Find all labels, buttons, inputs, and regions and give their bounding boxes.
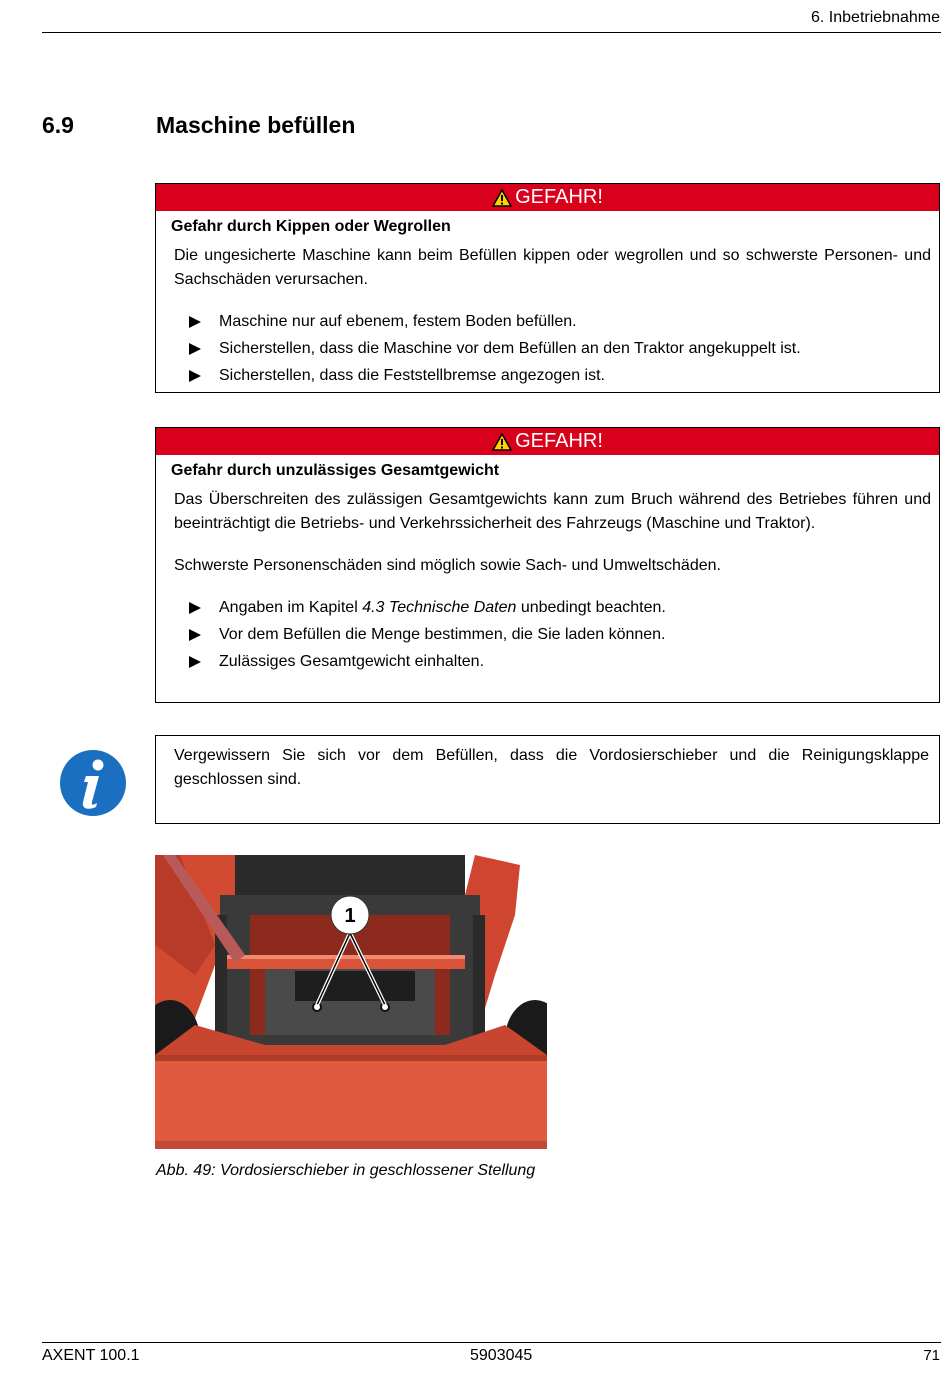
info-box — [155, 735, 940, 824]
instruction-item: Angaben im Kapitel 4.3 Technische Daten unbedingt beachten. — [156, 594, 939, 621]
figure-callout-number: 1 — [344, 905, 356, 927]
info-text: Vergewissern Sie sich vor dem Befüllen, dass die Vordosierschieber und die Reinigungsklappe geschlossen sind. — [174, 747, 929, 788]
instruction-item: Sicherstellen, dass die Maschine vor dem Befüllen an den Traktor angekuppelt ist. — [156, 335, 939, 362]
bullet-arrow-icon — [189, 602, 201, 614]
footer-product: AXENT 100.1 — [42, 1347, 140, 1364]
figure-caption: Abb. 49: Vordosierschieber in geschlossener Stellung — [156, 1162, 536, 1179]
danger-header — [156, 184, 939, 211]
instruction-item: Maschine nur auf ebenem, festem Boden befüllen. — [156, 308, 939, 335]
header-rule — [42, 32, 941, 33]
danger-label: GEFAHR! — [515, 430, 603, 452]
footer-doc-number: 5903045 — [470, 1347, 533, 1364]
info-icon — [59, 749, 127, 817]
danger-instructions — [156, 308, 939, 389]
danger-header — [156, 428, 939, 455]
footer-rule — [42, 1342, 941, 1343]
page-number: 71 — [923, 1347, 940, 1364]
danger-text-secondary: Schwerste Personenschäden sind möglich sowie Sach- und Umweltschäden. — [174, 557, 721, 574]
instruction-item: Zulässiges Gesamtgewicht einhalten. — [156, 648, 939, 675]
danger-title: Gefahr durch Kippen oder Wegrollen — [171, 218, 451, 235]
warning-triangle-icon — [492, 433, 512, 451]
bullet-arrow-icon — [189, 629, 201, 641]
danger-box-tipping — [155, 183, 940, 393]
bullet-arrow-icon — [189, 343, 201, 355]
section-number: 6.9 — [42, 112, 74, 138]
danger-instructions — [156, 594, 939, 675]
instruction-item: Sicherstellen, dass die Feststellbremse angezogen ist. — [156, 362, 939, 389]
warning-triangle-icon — [492, 189, 512, 207]
danger-text: Die ungesicherte Maschine kann beim Befüllen kippen oder wegrollen und so schwerste Personen- und Sachschäden verursachen. — [174, 247, 931, 288]
danger-box-weight — [155, 427, 940, 703]
section-title: Maschine befüllen — [156, 112, 356, 138]
machine-photo — [155, 855, 547, 1149]
bullet-arrow-icon — [189, 316, 201, 328]
bullet-arrow-icon — [189, 656, 201, 668]
instruction-item: Vor dem Befüllen die Menge bestimmen, die Sie laden können. — [156, 621, 939, 648]
danger-text: Das Überschreiten des zulässigen Gesamtgewichts kann zum Bruch während des Betriebes führen und beeinträchtigt die Betriebs- und Verkehrssicherheit des Fahrzeugs (Maschine und Traktor). — [174, 491, 931, 532]
danger-label: GEFAHR! — [515, 186, 603, 208]
danger-title: Gefahr durch unzulässiges Gesamtgewicht — [171, 462, 500, 479]
chapter-reference-link[interactable]: 4.3 Technische Daten — [362, 599, 517, 616]
header-chapter: 6. Inbetriebnahme — [811, 9, 940, 26]
bullet-arrow-icon — [189, 370, 201, 382]
